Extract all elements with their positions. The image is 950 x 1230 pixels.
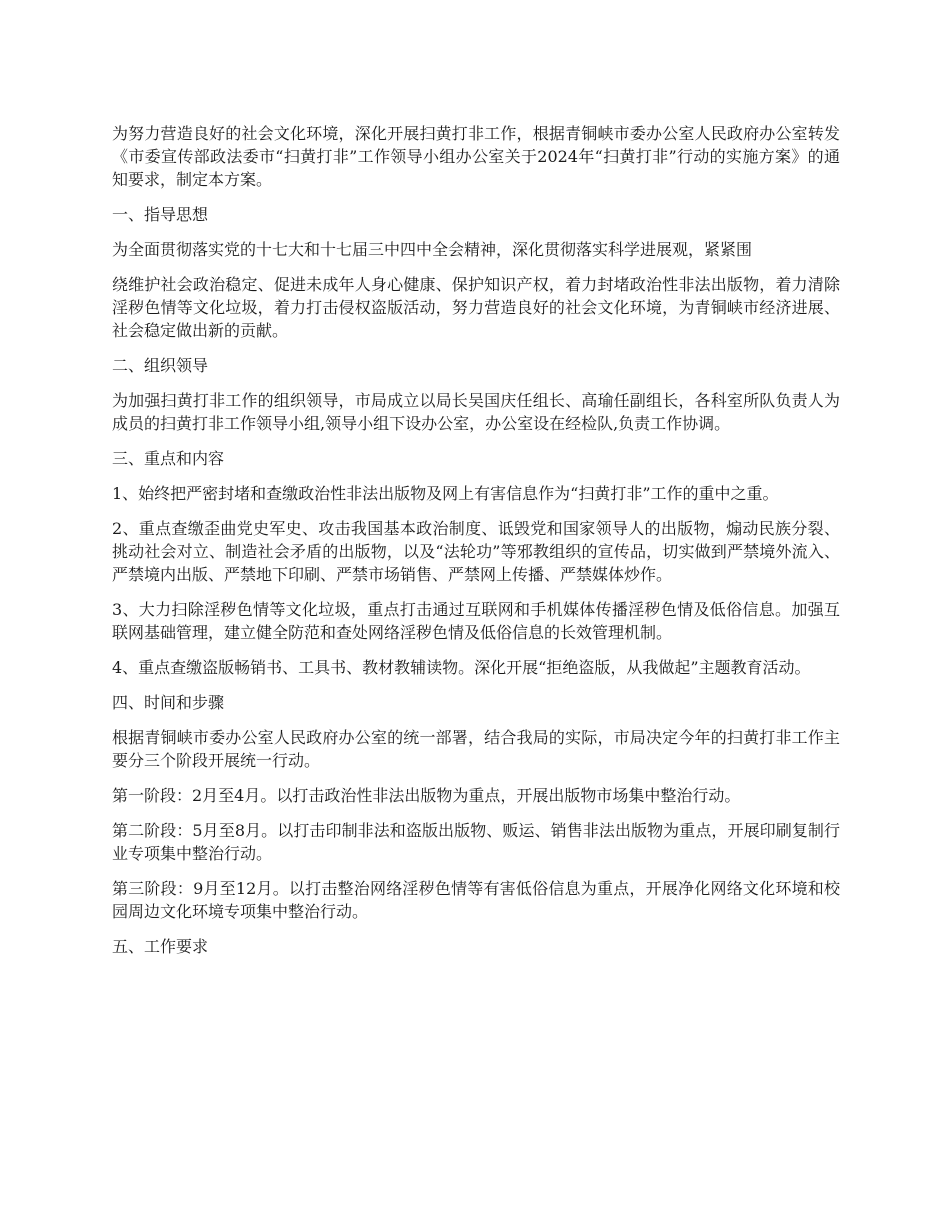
intro-paragraph: 为努力营造良好的社会文化环境，深化开展扫黄打非工作，根据青铜峡市委办公室人民政府办公室转发《市委宣传部政法委市“扫黄打非”工作领导小组办公室关于2024年“扫黄打非”行动的实施方案》的通知要求，制定本方案。	[112, 124, 840, 189]
section-heading-requirements: 五、工作要求	[112, 937, 209, 956]
guiding-ideology-paragraph-1: 为全面贯彻落实党的十七大和十七届三中四中全会精神，深化贯彻落实科学进展观，紧紧围	[112, 240, 753, 259]
schedule-phase-1: 第一阶段：2月至4月。以打击政治性非法出版物为重点，开展出版物市场集中整治行动。	[112, 786, 741, 805]
section-heading-guiding-ideology: 一、指导思想	[112, 205, 209, 224]
schedule-phase-3: 第三阶段：9月至12月。以打击整治网络淫秽色情等有害低俗信息为重点，开展净化网络文化环境和校园周边文化环境专项集中整治行动。	[112, 879, 840, 921]
section-heading-organization: 二、组织领导	[112, 356, 209, 375]
key-content-item-1: 1、始终把严密封堵和查缴政治性非法出版物及网上有害信息作为“扫黄打非”工作的重中之重。	[112, 484, 779, 503]
schedule-phase-2: 第二阶段：5月至8月。以打击印制非法和盗版出版物、贩运、销售非法出版物为重点，开展印刷复制行业专项集中整治行动。	[112, 821, 840, 863]
key-content-item-3: 3、大力扫除淫秽色情等文化垃圾，重点打击通过互联网和手机媒体传播淫秽色情及低俗信息。加强互联网基础管理，建立健全防范和查处网络淫秽色情及低俗信息的长效管理机制。	[112, 600, 840, 642]
section-heading-key-content: 三、重点和内容	[112, 449, 225, 468]
key-content-item-2: 2、重点查缴歪曲党史军史、攻击我国基本政治制度、诋毁党和国家领导人的出版物，煽动民族分裂、挑动社会对立、制造社会矛盾的出版物，以及“法轮功”等邪教组织的宣传品，切实做到严禁境外流入、严禁境内出版、严禁地下印刷、严禁市场销售、严禁网上传播、严禁媒体炒作。	[112, 519, 840, 584]
document-body	[112, 122, 840, 970]
section-heading-schedule: 四、时间和步骤	[112, 693, 225, 712]
schedule-intro-paragraph: 根据青铜峡市委办公室人民政府办公室的统一部署，结合我局的实际，市局决定今年的扫黄打非工作主要分三个阶段开展统一行动。	[112, 728, 840, 770]
organization-paragraph: 为加强扫黄打非工作的组织领导，市局成立以局长吴国庆任组长、高瑜任副组长，各科室所队负责人为成员的扫黄打非工作领导小组,领导小组下设办公室，办公室设在经检队,负责工作协调。	[112, 391, 840, 433]
guiding-ideology-paragraph-2: 绕维护社会政治稳定、促进未成年人身心健康、保护知识产权，着力封堵政治性非法出版物，着力清除淫秽色情等文化垃圾，着力打击侵权盗版活动，努力营造良好的社会文化环境，为青铜峡市经济进展、社会稳定做出新的贡献。	[112, 275, 840, 340]
key-content-item-4: 4、重点查缴盗版畅销书、工具书、教材教辅读物。深化开展“拒绝盗版，从我做起”主题教育活动。	[112, 658, 811, 677]
